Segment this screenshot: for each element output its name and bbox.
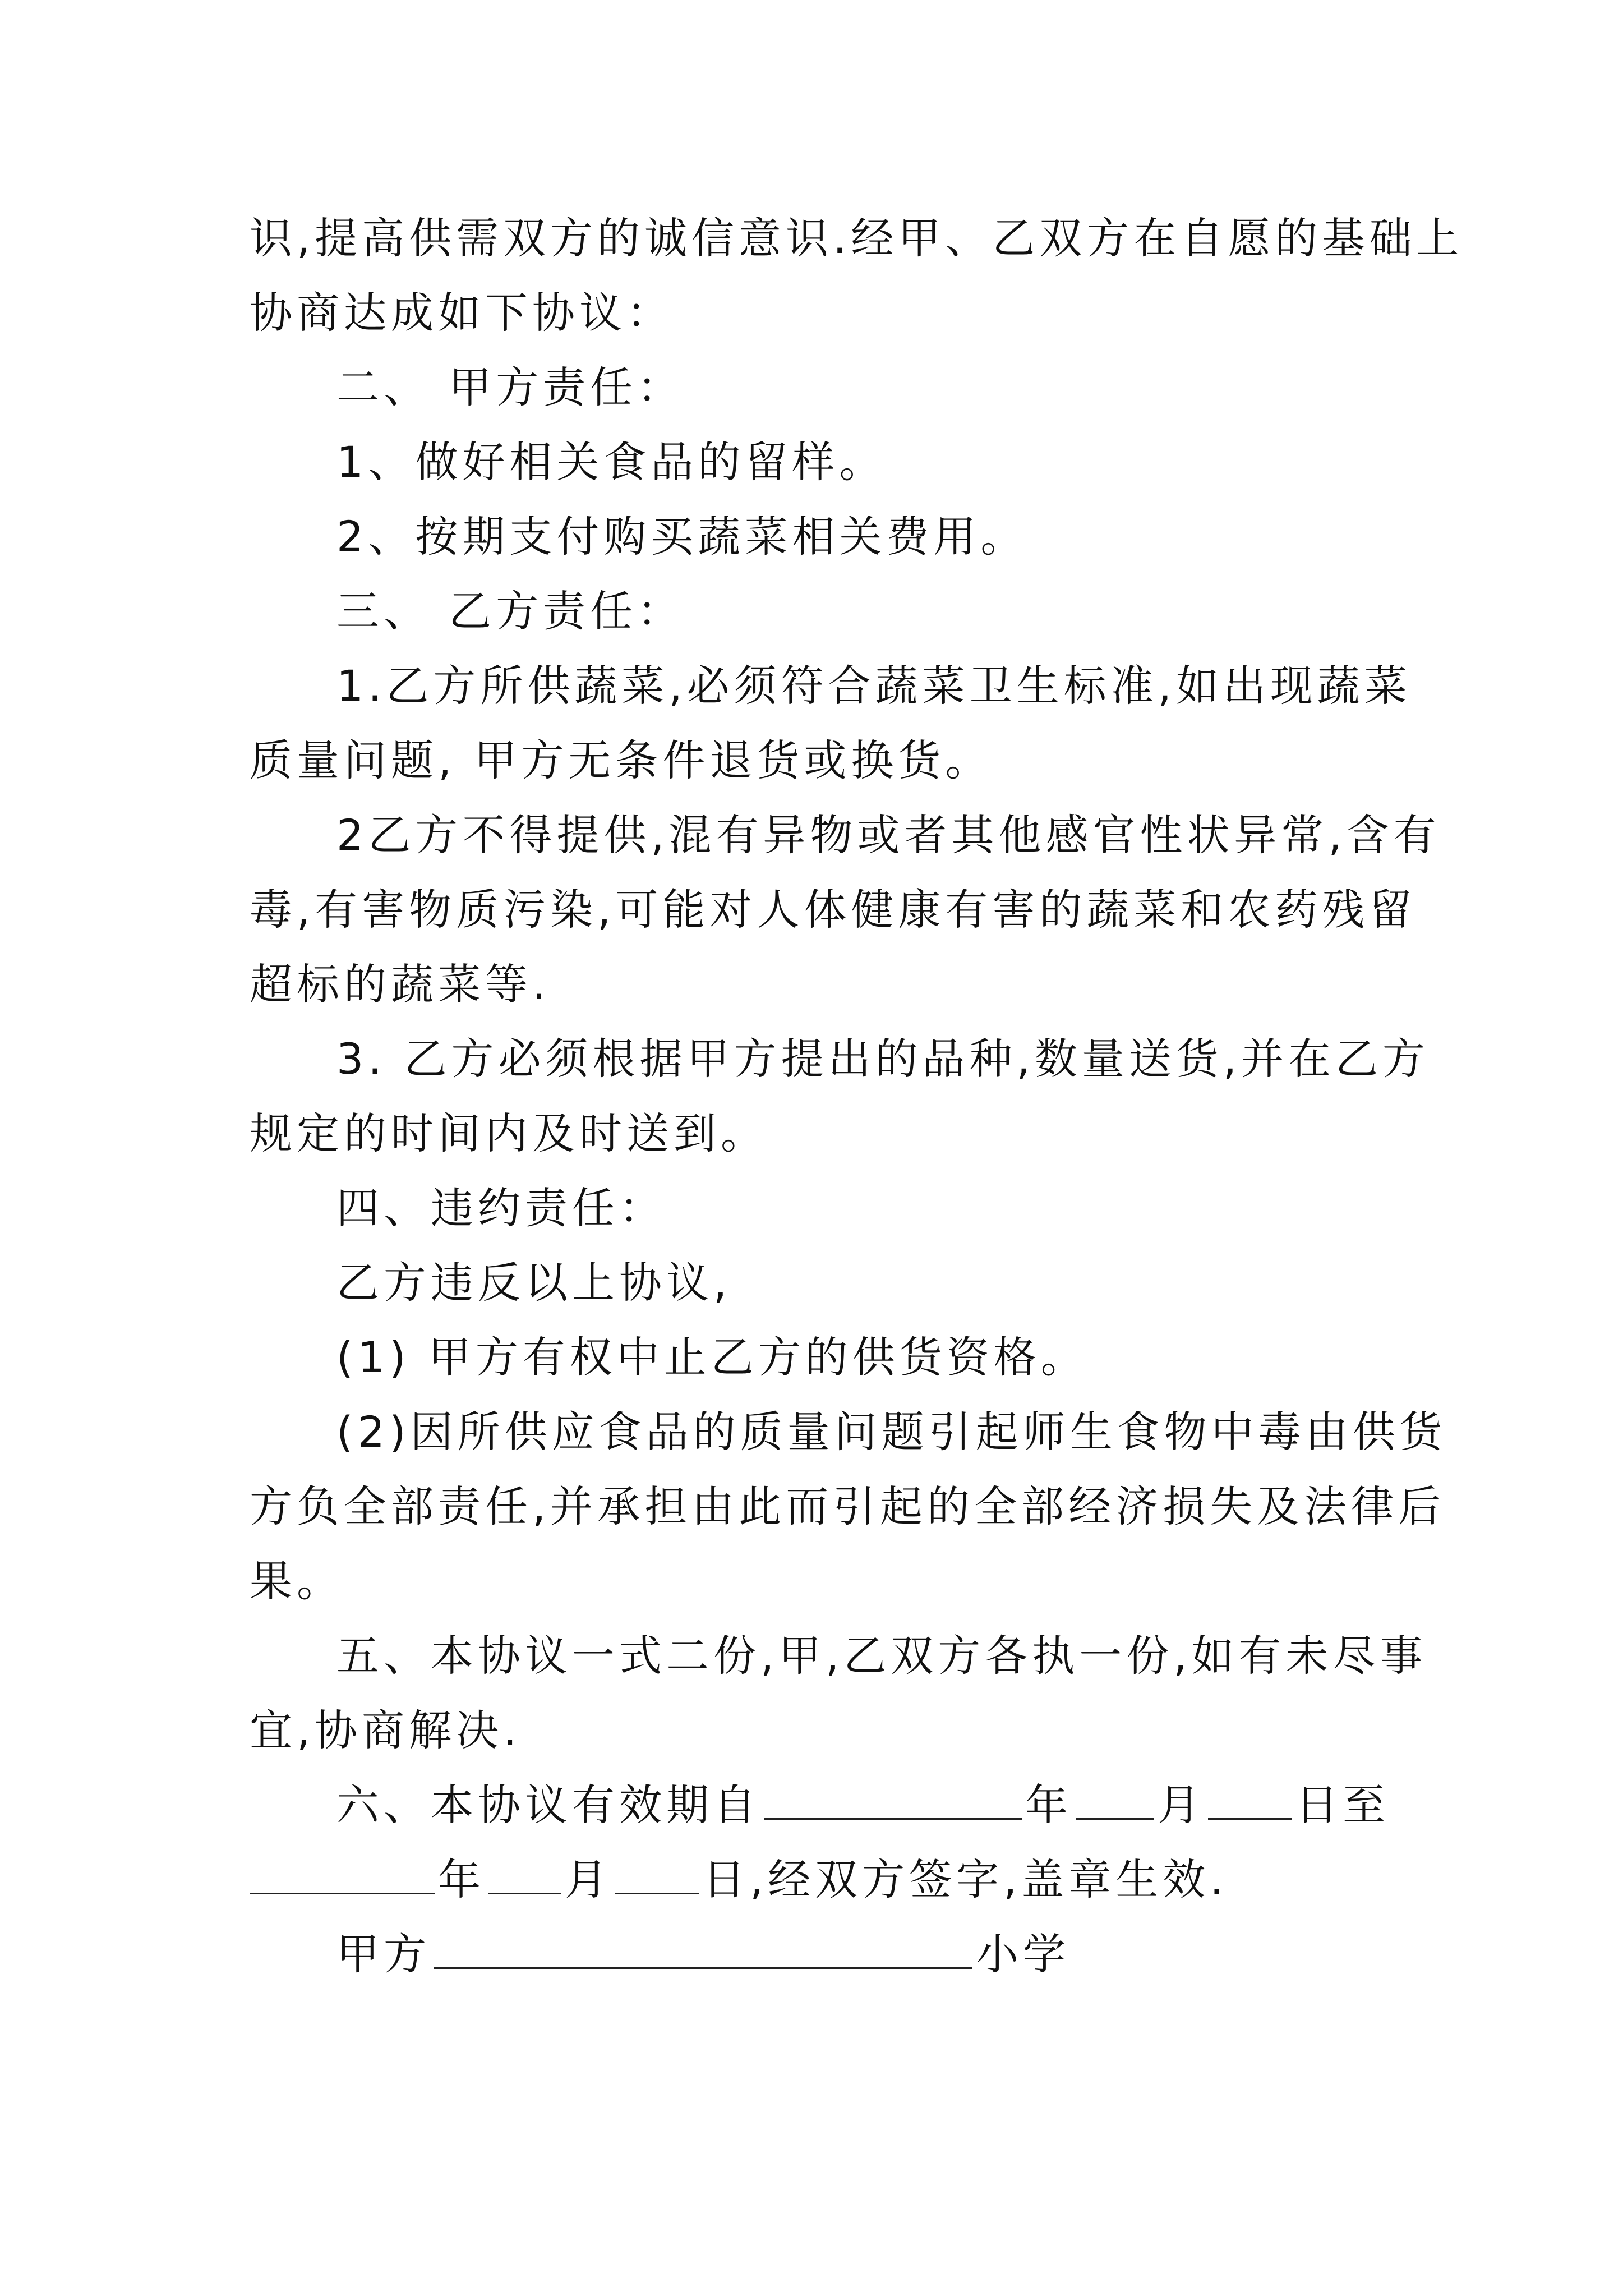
list-item: 1.乙方所供蔬菜,必须符合蔬菜卫生标准,如出现蔬菜 — [336, 661, 1412, 711]
list-item: 2、按期支付购买蔬菜相关费用。 — [336, 512, 1028, 562]
paragraph-line: 质量问题, 甲方无条件退货或换货。 — [250, 735, 993, 785]
list-item: (1) 甲方有权中止乙方的供货资格。 — [336, 1332, 1088, 1382]
end-day-blank[interactable] — [615, 1852, 699, 1894]
list-item: 1、做好相关食品的留样。 — [336, 437, 887, 487]
section-heading: 五、本协议一式二份,甲,乙双方各执一份,如有未尽事 — [336, 1631, 1427, 1681]
list-item: 2乙方不得提供,混有异物或者其他感官性状异常,含有 — [336, 810, 1441, 860]
end-year-blank[interactable] — [250, 1852, 435, 1894]
list-item: 3. 乙方必须根据甲方提出的品种,数量送货,并在乙方 — [336, 1034, 1430, 1084]
paragraph-line: 识,提高供需双方的诚信意识.经甲、乙双方在自愿的基础上 — [250, 213, 1464, 263]
party-a-label: 甲方 — [336, 1929, 431, 1979]
year-blank[interactable] — [764, 1778, 1022, 1820]
year-label: 年 — [1025, 1780, 1072, 1830]
end-day-label: 日,经双方签字,盖章生效. — [703, 1855, 1228, 1904]
section-heading: 四、违约责任： — [336, 1183, 666, 1233]
month-blank[interactable] — [1076, 1778, 1154, 1820]
paragraph-line: 规定的时间内及时送到。 — [250, 1108, 768, 1158]
paragraph-line: 乙方违反以上协议, — [336, 1258, 732, 1308]
paragraph-line: 超标的蔬菜等. — [250, 959, 551, 1009]
validity-line — [336, 1777, 1390, 1833]
section-heading: 三、 乙方责任： — [336, 586, 685, 636]
day-label: 日至 — [1295, 1780, 1390, 1830]
paragraph-line: 方负全部责任,并承担由此而引起的全部经济损失及法律后 — [250, 1481, 1446, 1531]
end-month-blank[interactable] — [488, 1852, 561, 1894]
school-suffix: 小学 — [976, 1929, 1070, 1979]
day-blank[interactable] — [1208, 1778, 1292, 1820]
paragraph-line: 果。 — [250, 1556, 344, 1606]
paragraph-line: 毒,有害物质污染,可能对人体健康有害的蔬菜和农药残留 — [250, 885, 1417, 935]
signature-line — [336, 1926, 1070, 1982]
month-label: 月 — [1158, 1780, 1205, 1830]
end-year-label: 年 — [438, 1855, 485, 1904]
validity-line-2 — [250, 1852, 1228, 1908]
list-item: (2)因所供应食品的质量问题引起师生食物中毒由供货 — [336, 1407, 1447, 1457]
section-heading: 二、 甲方责任： — [336, 362, 685, 412]
end-month-label: 月 — [565, 1855, 612, 1904]
party-a-blank[interactable] — [434, 1927, 972, 1969]
paragraph-line: 协商达成如下协议： — [250, 288, 674, 338]
validity-prefix: 六、本协议有效期自 — [336, 1780, 760, 1830]
paragraph-line: 宜,协商解决. — [250, 1705, 522, 1755]
